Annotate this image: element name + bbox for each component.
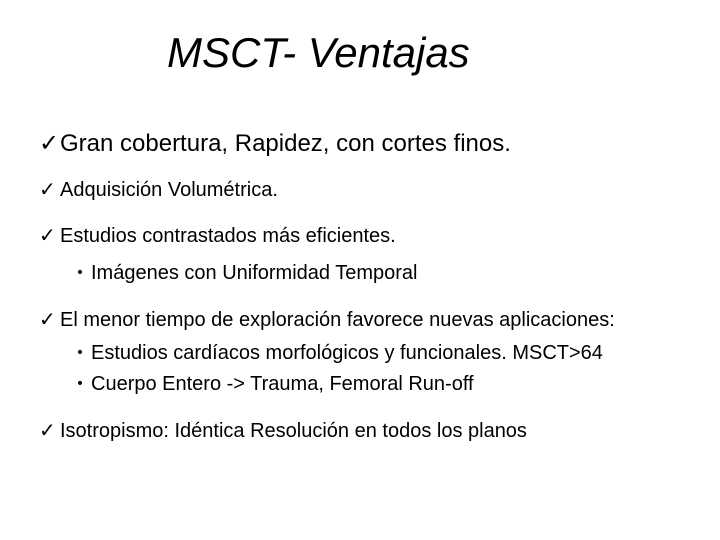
checkmark-icon: ✓ — [39, 418, 56, 442]
list-item-text: El menor tiempo de exploración favorece nuevas aplicaciones: — [60, 309, 615, 331]
bullet-icon: • — [75, 345, 85, 361]
list-item-text: Isotropismo: Idéntica Resolución en todos los planos — [60, 420, 527, 442]
list-item — [39, 175, 278, 204]
slide-title: MSCT- Ventajas — [167, 29, 470, 76]
sub-list-item — [69, 339, 603, 367]
bullet-icon: • — [75, 265, 85, 281]
list-item — [39, 127, 511, 160]
list-item — [39, 305, 615, 334]
list-item — [39, 416, 527, 445]
sub-list-item — [69, 370, 474, 398]
list-item-text: Estudios contrastados más eficientes. — [60, 225, 396, 247]
checkmark-icon: ✓ — [39, 129, 60, 157]
sub-list-item — [69, 259, 417, 287]
list-item — [39, 221, 396, 250]
sub-list-item-text: Cuerpo Entero -> Trauma, Femoral Run-off — [91, 373, 474, 395]
list-item-text: Gran cobertura, Rapidez, con cortes finos. — [60, 130, 511, 157]
sub-list-item-text: Imágenes con Uniformidad Temporal — [91, 262, 418, 284]
bullet-icon: • — [75, 376, 85, 392]
checkmark-icon: ✓ — [39, 307, 56, 331]
checkmark-icon: ✓ — [39, 177, 56, 201]
sub-list-item-text: Estudios cardíacos morfológicos y funcionales. MSCT>64 — [91, 342, 603, 364]
checkmark-icon: ✓ — [39, 223, 56, 247]
list-item-text: Adquisición Volumétrica. — [60, 179, 278, 201]
